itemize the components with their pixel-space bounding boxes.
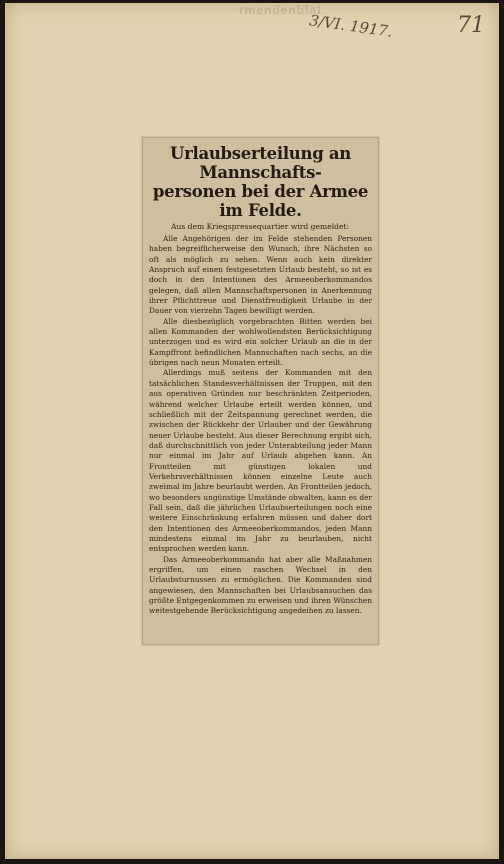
article-paragraph-1: Alle Angehörigen der im Felde stehenden Personen haben begreiflicherweise den Wunsch, ihre Nächsten so oft als möglich zu sehen. Wenn auch kein direkter Anspruch auf einen festgesetzten Urlaub besteht, so ist es doch in den Intentionen des Armeeoberkommandos gelegen, daß allen Mannschaftspersonen in Anerkennung ihrer Pflichttreue und Dienstfreudigkeit Urlaube in der Dauer von vierzehn Tagen bewilligt werden. (149, 234, 372, 316)
handwritten-page-number: 71 (457, 13, 485, 38)
archive-stamp: rmendenblat (239, 3, 323, 17)
headline-line-2: personen bei der Armee im Felde. (152, 182, 369, 220)
article-byline: Aus dem Kriegspressequartier wird gemeldet: (171, 222, 350, 231)
article-paragraph-3: Allerdings muß seitens der Kommanden mit den tatsächlichen Standesverhältnissen der Truppen, mit den aus operativen Gründen nur beschränkten Zeitperioden, während welcher Urlaube erteilt werden können, und schließlich mit der Zeitspannung gerechnet werden, die zwischen der Rückkehr der Urlauber und der Gewährung neuer Urlaube besteht. Aus dieser Berechnung ergibt sich, daß durchschnittlich von jeder Unterabteilung jeder Mann nur einmal im Jahr auf Urlaub abgehen kann. An Frontteilen mit günstigen lokalen und Verkehrsverhältnissen können einzelne Leute auch zweimal im Jahre beurlaubt werden. An Frontteilen jedoch, wo besonders ungünstige Umstände obwalten, kann es der Fall sein, daß die jährlichen Urlaubserteilungen noch eine weitere Einschränkung erfahren müssen und daher dort den Intentionen des Armeeoberkommandos, jeden Mann mindestens einmal im Jahr zu beurlauben, nicht entsprochen werden kann. (149, 368, 372, 554)
article-paragraph-2: Alle diesbezüglich vorgebrachten Bitten werden bei allen Kommanden der wohlwollendsten Berücksichtigung unterzogen und es wird ein solcher Urlaub an die in der Kampffront befindlichen Mannschaften nach sechs, an die übrigen nach neun Monaten erteilt. (149, 316, 372, 368)
headline-line-1: Urlaubserteilung an Mannschafts- (170, 144, 351, 182)
handwritten-date: 3/VI. 1917. (308, 11, 394, 41)
newspaper-clipping (142, 137, 379, 645)
article-headline (149, 144, 372, 220)
article-paragraph-4: Das Armeeoberkommando hat aber alle Maßnahmen ergriffen, um einen raschen Wechsel in den Urlaubsturnussen zu ermöglichen. Die Kommanden sind angewiesen, den Mannschaften bei Urlaubsansuchen das größte Entgegenkommen zu erweisen und ihren Wünschen weitestgehende Berücksichtigung angedeihen zu lassen. (149, 554, 372, 616)
